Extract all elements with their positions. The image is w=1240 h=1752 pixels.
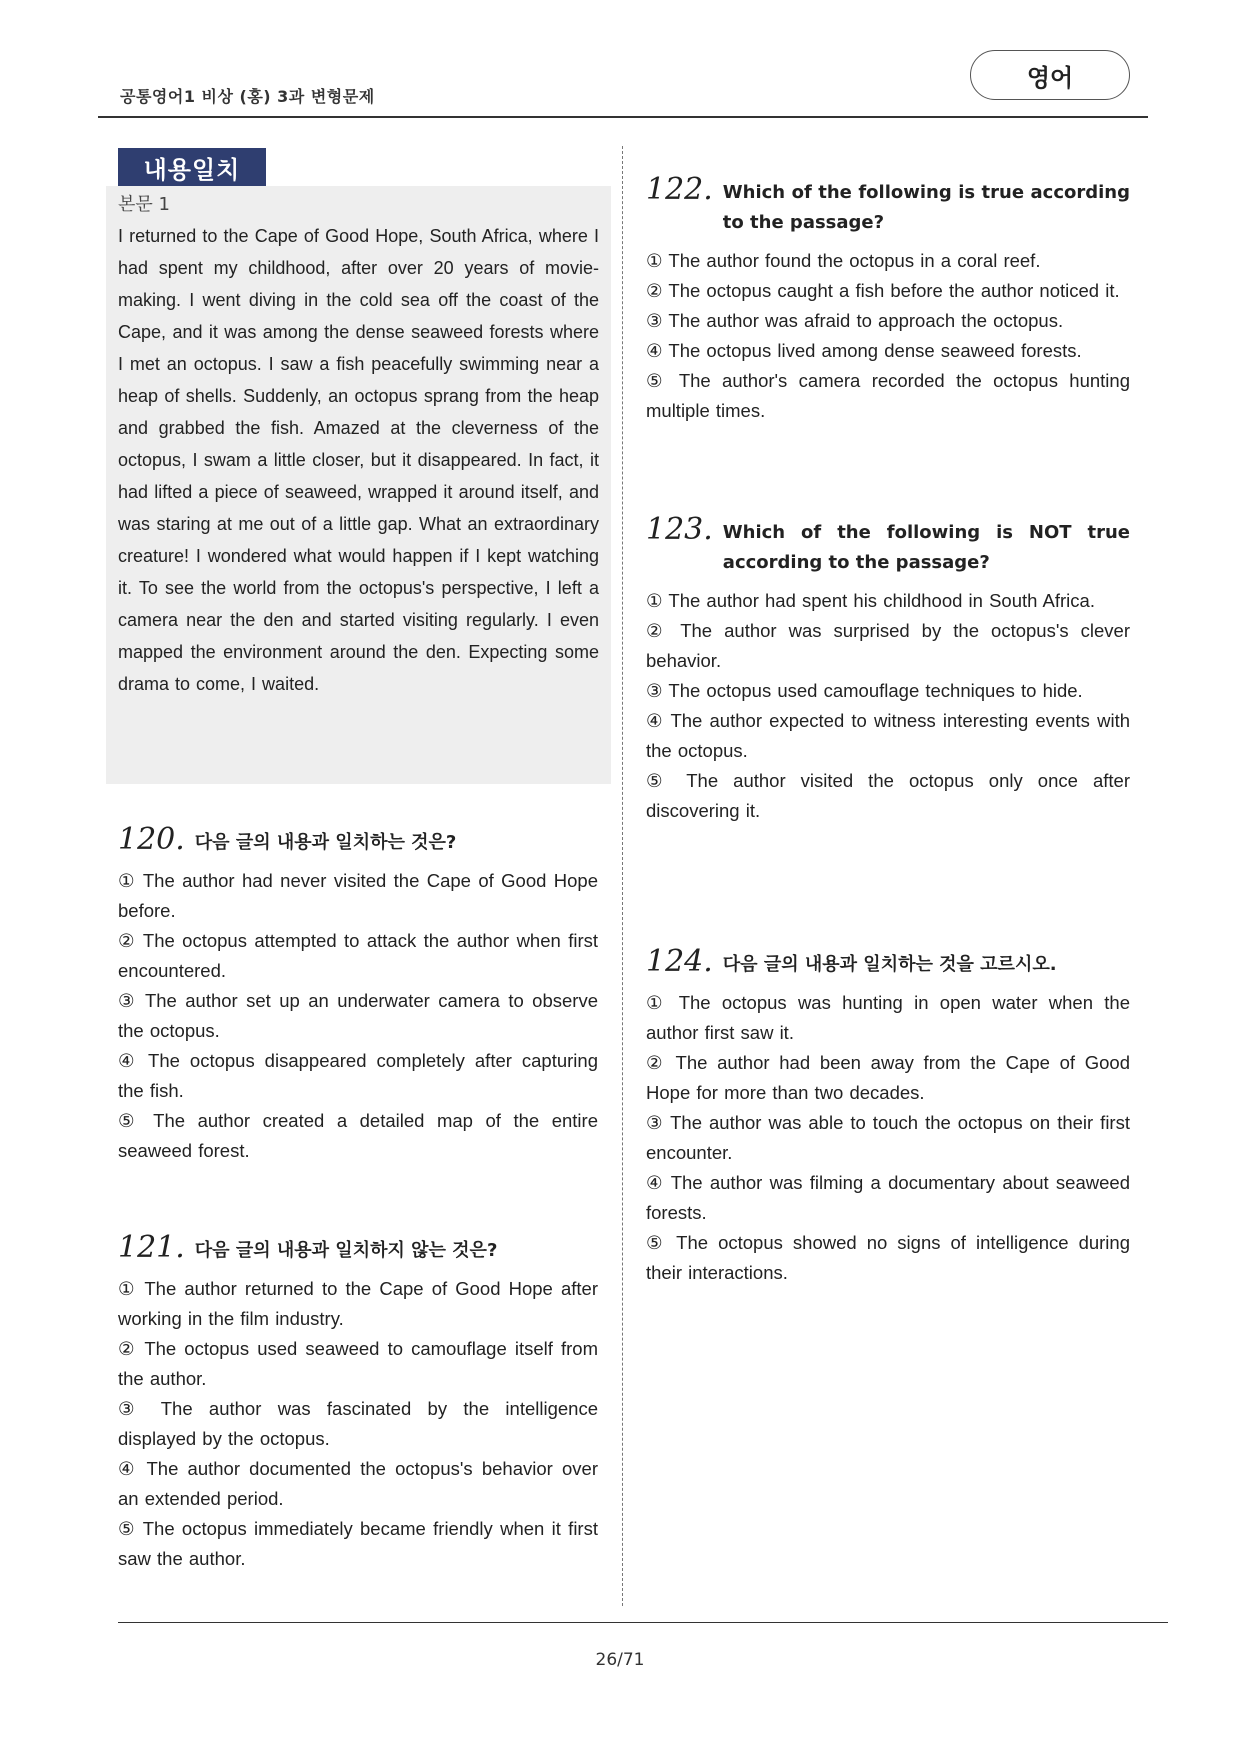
question-prompt: 다음 글의 내용과 일치하는 것은? <box>194 832 457 853</box>
option-5[interactable]: ⑤ The author created a detailed map of the entire seaweed forest. <box>118 1110 598 1161</box>
question-prompt: 다음 글의 내용과 일치하는 것을 고르시오. <box>722 954 1057 975</box>
question-number: 121. <box>118 1230 185 1265</box>
option-1[interactable]: ① The author had never visited the Cape of Good Hope before. <box>118 870 598 921</box>
question-121 <box>118 1230 598 1574</box>
passage-text: I returned to the Cape of Good Hope, South Africa, where I had spent my childhood, after over 20 years of movie-making. I went diving in the cold sea off the coast of the Cape, and it was among the dense seaweed forests where I met an octopus. I saw a fish peacefully swimming near a heap of shells. Suddenly, an octopus sprang from the heap and grabbed the fish. Amazed at the cleverness of the octopus, I swam a little closer, but it disappeared. In fact, it had lifted a piece of seaweed, wrapped it around itself, and was staring at me out of a little gap. What an extraordinary creature! I wondered what would happen if I kept watching it. To see the world from the octopus's perspective, I left a camera near the den and started visiting regularly. I even mapped the environment around the den. Expecting some drama to come, I waited. <box>118 226 599 694</box>
option-4[interactable]: ④ The author documented the octopus's behavior over an extended period. <box>118 1458 598 1509</box>
document-title: 공통영어1 비상 (홍) 3과 변형문제 <box>120 87 375 106</box>
option-list <box>646 586 1130 826</box>
option-list <box>118 866 598 1166</box>
option-5[interactable]: ⑤ The author visited the octopus only once after discovering it. <box>646 770 1130 821</box>
question-number: 124. <box>646 944 713 979</box>
question-header <box>646 512 1130 578</box>
footer-divider <box>118 1622 1168 1623</box>
question-header <box>646 172 1130 238</box>
option-list <box>118 1274 598 1574</box>
passage-label: 본문 1 <box>118 194 170 215</box>
option-3[interactable]: ③ The octopus used camouflage techniques to hide. <box>646 680 1083 701</box>
option-4[interactable]: ④ The author was filming a documentary about seaweed forests. <box>646 1172 1130 1223</box>
option-3[interactable]: ③ The author was able to touch the octopus on their first encounter. <box>646 1112 1130 1163</box>
question-prompt: Which of the following is NOT true according to the passage? <box>722 522 1130 573</box>
section-label: 내용일치 <box>118 148 266 186</box>
question-120 <box>118 822 598 1166</box>
option-2[interactable]: ② The author had been away from the Cape of Good Hope for more than two decades. <box>646 1052 1130 1103</box>
option-1[interactable]: ① The author returned to the Cape of Good Hope after working in the film industry. <box>118 1278 598 1329</box>
question-number: 123. <box>646 512 713 547</box>
column-divider <box>622 146 623 1606</box>
question-122 <box>646 172 1130 426</box>
header-divider <box>98 116 1148 118</box>
option-2[interactable]: ② The octopus used seaweed to camouflage itself from the author. <box>118 1338 598 1389</box>
page-number: 26/71 <box>595 1650 645 1670</box>
option-1[interactable]: ① The octopus was hunting in open water when the author first saw it. <box>646 992 1130 1043</box>
option-2[interactable]: ② The octopus attempted to attack the author when first encountered. <box>118 930 598 981</box>
option-4[interactable]: ④ The author expected to witness interesting events with the octopus. <box>646 710 1130 761</box>
option-4[interactable]: ④ The octopus disappeared completely after capturing the fish. <box>118 1050 598 1101</box>
option-5[interactable]: ⑤ The author's camera recorded the octopus hunting multiple times. <box>646 370 1130 421</box>
option-list <box>646 246 1130 426</box>
option-2[interactable]: ② The octopus caught a fish before the author noticed it. <box>646 280 1120 301</box>
option-5[interactable]: ⑤ The octopus showed no signs of intelligence during their interactions. <box>646 1232 1130 1283</box>
option-3[interactable]: ③ The author set up an underwater camera to observe the octopus. <box>118 990 598 1041</box>
option-4[interactable]: ④ The octopus lived among dense seaweed forests. <box>646 340 1082 361</box>
question-124 <box>646 944 1130 1288</box>
question-number: 120. <box>118 822 185 857</box>
option-1[interactable]: ① The author found the octopus in a coral reef. <box>646 250 1041 271</box>
option-2[interactable]: ② The author was surprised by the octopus's clever behavior. <box>646 620 1130 671</box>
question-number: 122. <box>646 172 713 207</box>
question-prompt: 다음 글의 내용과 일치하지 않는 것은? <box>194 1240 498 1261</box>
question-123 <box>646 512 1130 826</box>
question-header <box>118 822 598 858</box>
option-3[interactable]: ③ The author was fascinated by the intelligence displayed by the octopus. <box>118 1398 598 1449</box>
question-prompt: Which of the following is true according to the passage? <box>722 182 1130 233</box>
subject-badge: 영어 <box>970 50 1130 100</box>
option-1[interactable]: ① The author had spent his childhood in South Africa. <box>646 590 1095 611</box>
option-3[interactable]: ③ The author was afraid to approach the octopus. <box>646 310 1064 331</box>
option-list <box>646 988 1130 1288</box>
passage-box <box>106 186 611 784</box>
option-5[interactable]: ⑤ The octopus immediately became friendly when it first saw the author. <box>118 1518 598 1569</box>
question-header <box>646 944 1130 980</box>
question-header <box>118 1230 598 1266</box>
